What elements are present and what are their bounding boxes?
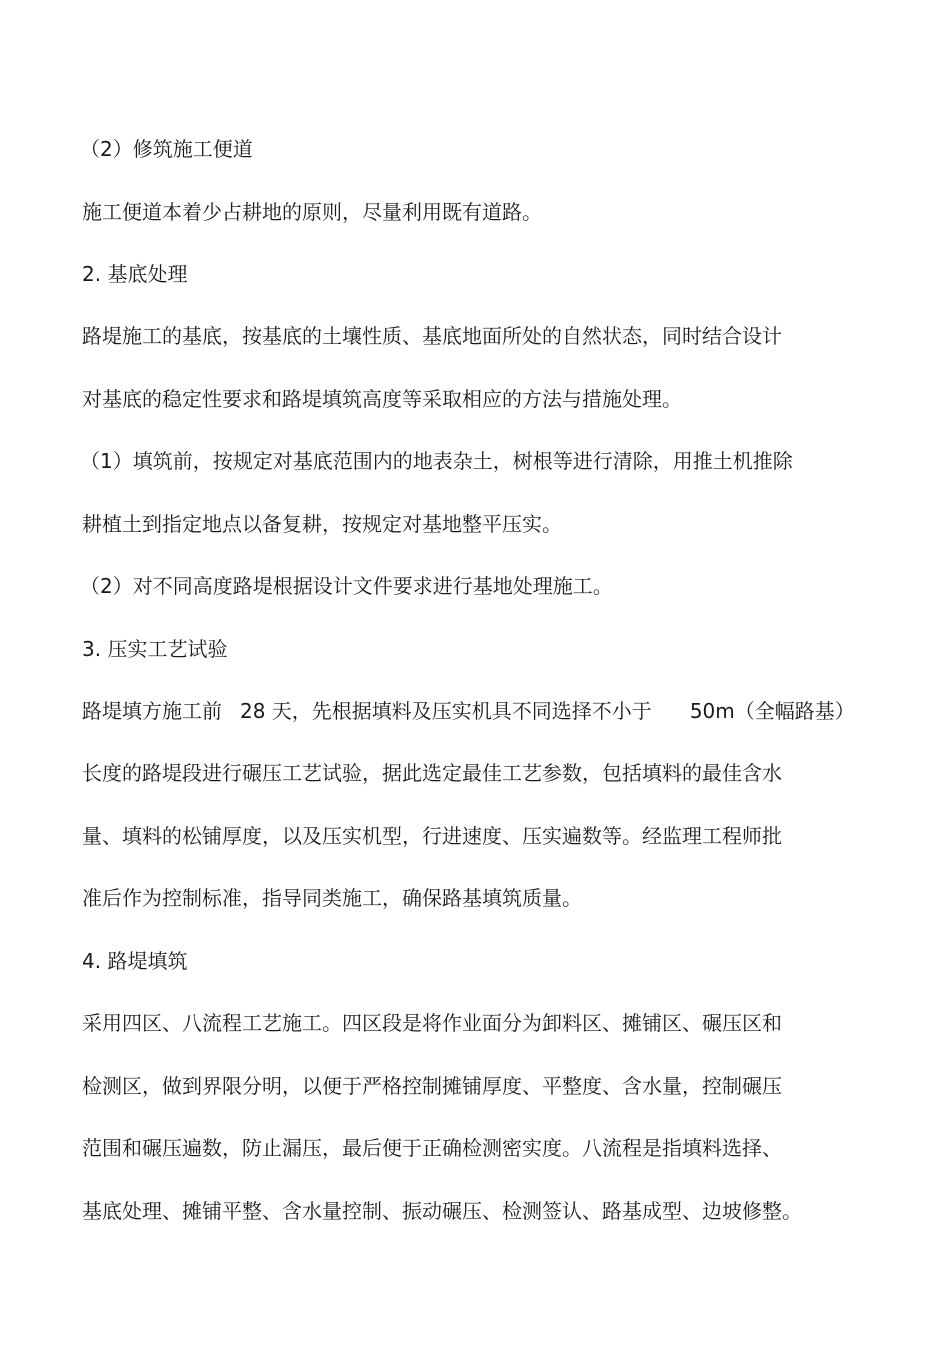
paragraph-line: 对基底的稳定性要求和路堤填筑高度等采取相应的方法与措施处理。 [82,387,682,411]
paragraph-line: 范围和碾压遍数，防止漏压，最后便于正确检测密实度。八流程是指填料选择、 [82,1136,782,1160]
paragraph-line: 量、填料的松铺厚度，以及压实机型，行进速度、压实遍数等。经监理工程师批 [82,824,782,848]
text-segment: 28 天，先根据填料及压实机具不同选择不小于 [240,699,652,723]
paragraph-line: 基底处理、摊铺平整、含水量控制、振动碾压、检测签认、路基成型、边坡修整。 [82,1199,802,1223]
text-segment: 路堤填方施工前 [82,699,222,723]
section-heading-embankment-filling: 4. 路堤填筑 [82,949,188,973]
paragraph-line: 路堤施工的基底，按基底的土壤性质、基底地面所处的自然状态，同时结合设计 [82,324,782,348]
section-heading-compaction-test: 3. 压实工艺试验 [82,637,228,661]
list-item-line: （2）对不同高度路堤根据设计文件要求进行基地处理施工。 [80,574,613,598]
subheading-build-access-road: （2）修筑施工便道 [80,137,253,161]
paragraph-line: 耕植土到指定地点以备复耕，按规定对基地整平压实。 [82,512,562,536]
paragraph-line: 采用四区、八流程工艺施工。四区段是将作业面分为卸料区、摊铺区、碾压区和 [82,1011,782,1035]
paragraph-line: 准后作为控制标准，指导同类施工，确保路基填筑质量。 [82,886,582,910]
text-segment: 50m（全幅路基） [689,699,855,723]
paragraph-line: 施工便道本着少占耕地的原则，尽量利用既有道路。 [82,200,542,224]
paragraph-line: 长度的路堤段进行碾压工艺试验，据此选定最佳工艺参数，包括填料的最佳含水 [82,761,782,785]
section-heading-base-treatment: 2. 基底处理 [82,262,188,286]
paragraph-line: 检测区，做到界限分明，以便于严格控制摊铺厚度、平整度、含水量，控制碾压 [82,1074,782,1098]
paragraph-line-split [82,698,855,724]
list-item-line: （1）填筑前，按规定对基底范围内的地表杂土，树根等进行清除，用推土机推除 [80,449,793,473]
